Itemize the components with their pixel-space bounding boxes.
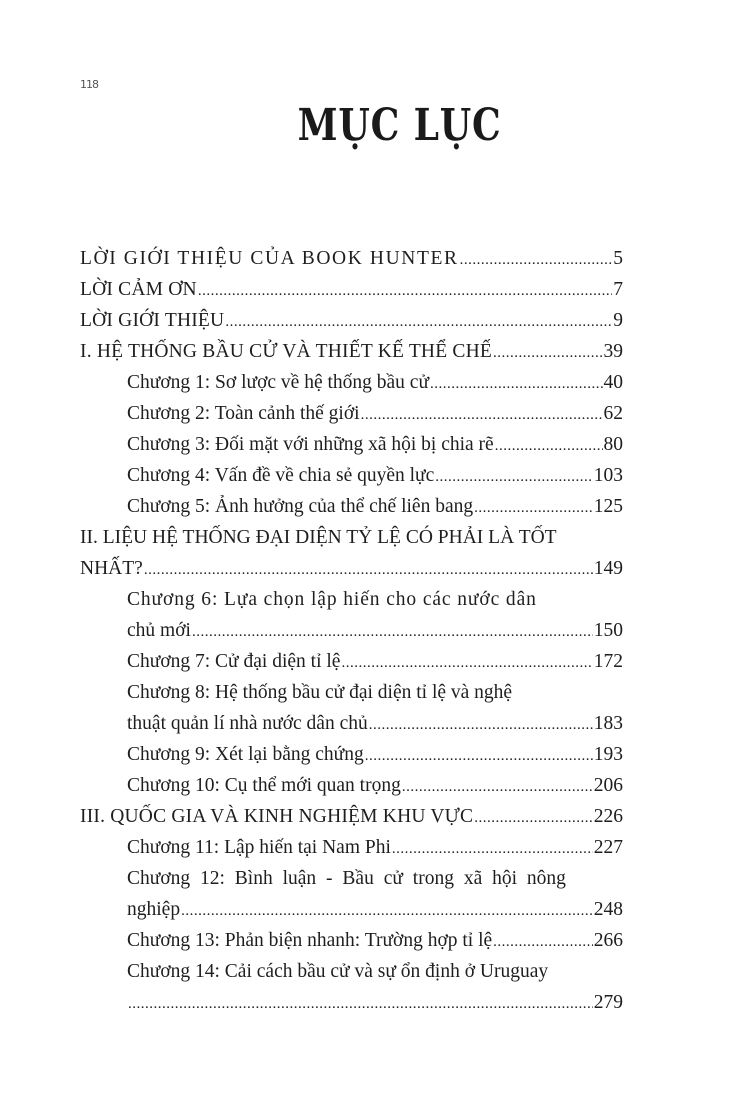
toc-entry-page: 172 bbox=[593, 651, 623, 672]
toc-entry-label: Chương 6: Lựa chọn lập hiến cho các nước dân bbox=[127, 589, 537, 610]
toc-entry-label: Chương 13: Phản biện nhanh: Trường hợp tỉ lệ bbox=[127, 930, 493, 951]
leader-dots bbox=[474, 491, 593, 524]
toc-entry[interactable] bbox=[80, 398, 623, 429]
toc-entry[interactable] bbox=[80, 801, 623, 832]
toc-entry[interactable] bbox=[80, 491, 623, 522]
toc-entry[interactable] bbox=[80, 429, 623, 460]
leader-dots bbox=[493, 925, 593, 958]
leader-dots bbox=[128, 987, 593, 1020]
toc-entry-page: 248 bbox=[593, 899, 623, 920]
toc-entry-page: 7 bbox=[613, 279, 623, 300]
toc-entry-label-continued: thuật quản lí nhà nước dân chủ bbox=[127, 713, 368, 734]
toc-entry[interactable] bbox=[80, 925, 623, 956]
toc-entry[interactable] bbox=[80, 584, 623, 646]
toc-entry-label: Chương 2: Toàn cảnh thế giới bbox=[127, 403, 360, 424]
toc-entry-label: Chương 7: Cử đại diện tỉ lệ bbox=[127, 651, 341, 672]
leader-dots bbox=[144, 553, 593, 586]
toc-entry[interactable] bbox=[80, 677, 623, 739]
toc-entry-page: 279 bbox=[593, 992, 623, 1013]
toc-entry-label: Chương 14: Cải cách bầu cử và sự ổn định ở Uruguay bbox=[127, 961, 549, 982]
toc-entry[interactable] bbox=[80, 770, 623, 801]
toc-entry[interactable] bbox=[80, 956, 623, 1018]
toc-entry-page: 125 bbox=[593, 496, 623, 517]
toc-entry[interactable] bbox=[80, 863, 623, 925]
page-number: 118 bbox=[80, 78, 98, 91]
toc-entry[interactable] bbox=[80, 460, 623, 491]
toc-entry-label: I. HỆ THỐNG BẦU CỬ VÀ THIẾT KẾ THỂ CHẾ bbox=[80, 341, 492, 362]
toc-entry-page: 227 bbox=[593, 837, 623, 858]
toc-entry-label-continued: NHẤT? bbox=[80, 558, 143, 579]
toc-entry-label: Chương 11: Lập hiến tại Nam Phi bbox=[127, 837, 391, 858]
toc-entry-page: 206 bbox=[593, 775, 623, 796]
toc-entry[interactable] bbox=[80, 367, 623, 398]
toc-entry-label-continued: chủ mới bbox=[127, 620, 191, 641]
leader-dots bbox=[365, 739, 593, 772]
toc-entry-label: II. LIỆU HỆ THỐNG ĐẠI DIỆN TỶ LỆ CÓ PHẢI LÀ TỐT bbox=[80, 527, 557, 548]
toc-entry[interactable] bbox=[80, 832, 623, 863]
leader-dots bbox=[493, 336, 603, 369]
toc-entry[interactable] bbox=[80, 646, 623, 677]
toc-entry-label: Chương 5: Ảnh hưởng của thể chế liên bang bbox=[127, 496, 474, 517]
toc-entry[interactable] bbox=[80, 243, 623, 274]
toc-entry-page: 40 bbox=[603, 372, 623, 393]
toc-entry-page: 183 bbox=[593, 713, 623, 734]
toc-entry-label: LỜI GIỚI THIỆU CỦA BOOK HUNTER bbox=[80, 248, 459, 269]
leader-dots bbox=[192, 615, 593, 648]
toc-entry-label: Chương 1: Sơ lược về hệ thống bầu cử bbox=[127, 372, 430, 393]
toc-entry-page: 103 bbox=[593, 465, 623, 486]
toc-entry-page: 80 bbox=[603, 434, 623, 455]
toc-entry[interactable] bbox=[80, 522, 623, 584]
leader-dots bbox=[495, 429, 603, 462]
page-title: MỤC LỤC bbox=[297, 100, 502, 151]
toc-entry-page: 149 bbox=[593, 558, 623, 579]
leader-dots bbox=[435, 460, 592, 493]
toc-entry-page: 193 bbox=[593, 744, 623, 765]
toc-entry-label: Chương 9: Xét lại bằng chứng bbox=[127, 744, 364, 765]
toc-entry-label: LỜI CẢM ƠN bbox=[80, 279, 197, 300]
toc-entry-label: Chương 4: Vấn đề về chia sẻ quyền lực bbox=[127, 465, 435, 486]
toc-entry-page: 62 bbox=[603, 403, 623, 424]
leader-dots bbox=[474, 801, 593, 834]
toc-entry-label: Chương 3: Đối mặt với những xã hội bị chia rẽ bbox=[127, 434, 494, 455]
toc-entry-page: 150 bbox=[593, 620, 623, 641]
leader-dots bbox=[361, 398, 603, 431]
toc-entry[interactable] bbox=[80, 274, 623, 305]
table-of-contents bbox=[80, 243, 623, 1018]
toc-entry-page: 9 bbox=[613, 310, 623, 331]
toc-entry-label: Chương 12: Bình luận - Bầu cử trong xã hội nông bbox=[127, 868, 566, 889]
toc-entry[interactable] bbox=[80, 305, 623, 336]
leader-dots bbox=[198, 274, 612, 307]
leader-dots bbox=[181, 894, 593, 927]
toc-entry-page: 5 bbox=[613, 248, 623, 269]
leader-dots bbox=[369, 708, 593, 741]
toc-entry[interactable] bbox=[80, 336, 623, 367]
leader-dots bbox=[402, 770, 593, 803]
leader-dots bbox=[341, 646, 592, 679]
leader-dots bbox=[430, 367, 602, 400]
toc-entry-label: LỜI GIỚI THIỆU bbox=[80, 310, 225, 331]
toc-entry-page: 39 bbox=[603, 341, 623, 362]
leader-dots bbox=[392, 832, 593, 865]
leader-dots bbox=[460, 243, 613, 276]
toc-entry-label: Chương 10: Cụ thể mới quan trọng bbox=[127, 775, 401, 796]
toc-entry-page: 266 bbox=[593, 930, 623, 951]
leader-dots bbox=[225, 305, 612, 338]
toc-entry-page: 226 bbox=[593, 806, 623, 827]
toc-entry-label: III. QUỐC GIA VÀ KINH NGHIỆM KHU VỰC bbox=[80, 806, 474, 827]
toc-entry[interactable] bbox=[80, 739, 623, 770]
toc-entry-label-continued: nghiệp bbox=[127, 899, 181, 920]
toc-entry-label: Chương 8: Hệ thống bầu cử đại diện tỉ lệ và nghệ bbox=[127, 682, 513, 703]
